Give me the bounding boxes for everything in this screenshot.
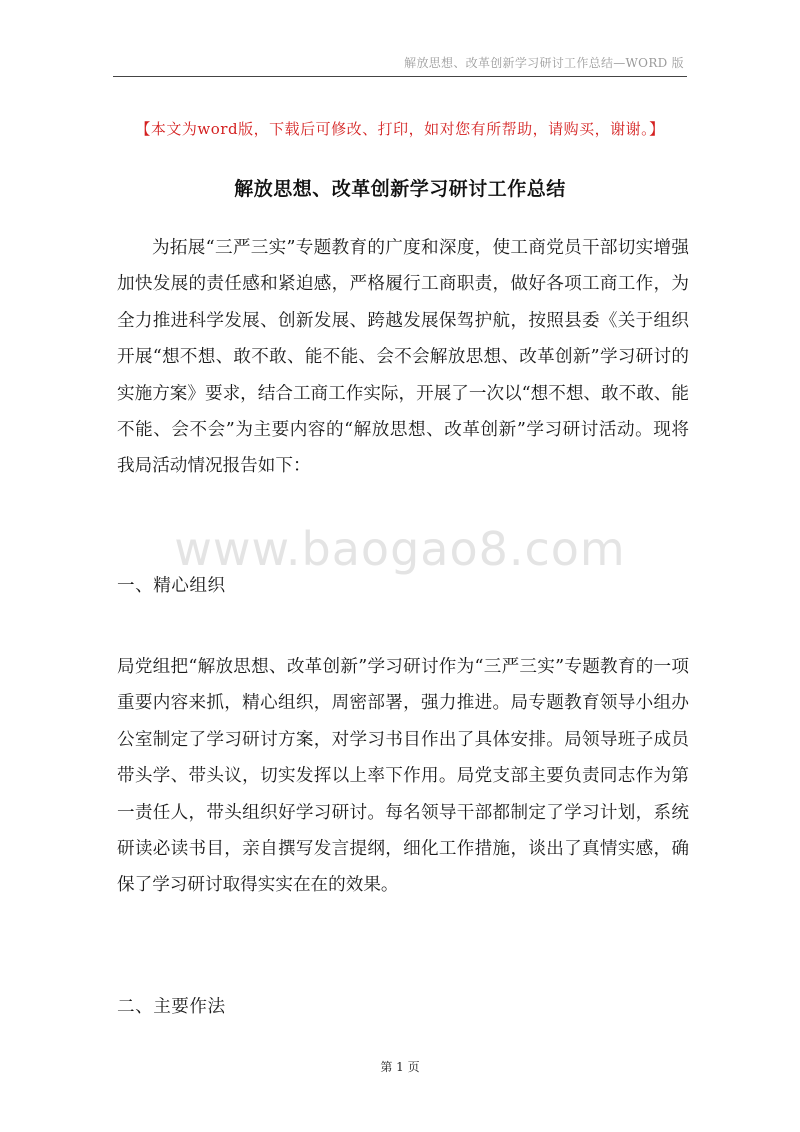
section-heading-1: 一、精心组织 bbox=[117, 576, 226, 596]
page-number: 第 1 页 bbox=[380, 1060, 420, 1074]
section-1-paragraph: 局党组把“解放思想、改革创新”学习研讨作为“三严三实”专题教育的一项重要内容来抓，精心组织，周密部署，强力推进。局专题教育领导小组办公室制定了学习研讨方案，对学习书目作出了具体安排。局领导班子成员带头学、带头议，切实发挥以上率下作用。局党支部主要负责同志作为第一责任人，带头组织好学习研讨。每名领导干部都制定了学习计划，系统研读必读书目，亲自撰写发言提纲，细化工作措施，谈出了真情实感，确保了学习研讨取得实实在在的效果。 bbox=[117, 657, 689, 896]
section-heading-2: 二、主要作法 bbox=[117, 997, 226, 1017]
watermark: www.baogao8.com bbox=[174, 522, 626, 576]
header-divider bbox=[113, 76, 687, 77]
download-notice: 【本文为word版，下载后可修改、打印，如对您有所帮助，请购买，谢谢。】 bbox=[135, 120, 665, 138]
document-title: 解放思想、改革创新学习研讨工作总结 bbox=[234, 178, 566, 200]
running-header: 解放思想、改革创新学习研讨工作总结—WORD 版 bbox=[404, 56, 684, 70]
intro-paragraph: 为拓展“三严三实”专题教育的广度和深度，使工商党员干部切实增强加快发展的责任感和紧迫感，严格履行工商职责，做好各项工商工作，为全力推进科学发展、创新发展、跨越发展保驾护航，按照县委《关于组织开展“想不想、敢不敢、能不能、会不会解放思想、改革创新”学习研讨的实施方案》要求，结合工商工作实际，开展了一次以“想不想、敢不敢、能不能、会不会”为主要内容的“解放思想、改革创新”学习研讨活动。现将我局活动情况报告如下： bbox=[117, 238, 689, 477]
